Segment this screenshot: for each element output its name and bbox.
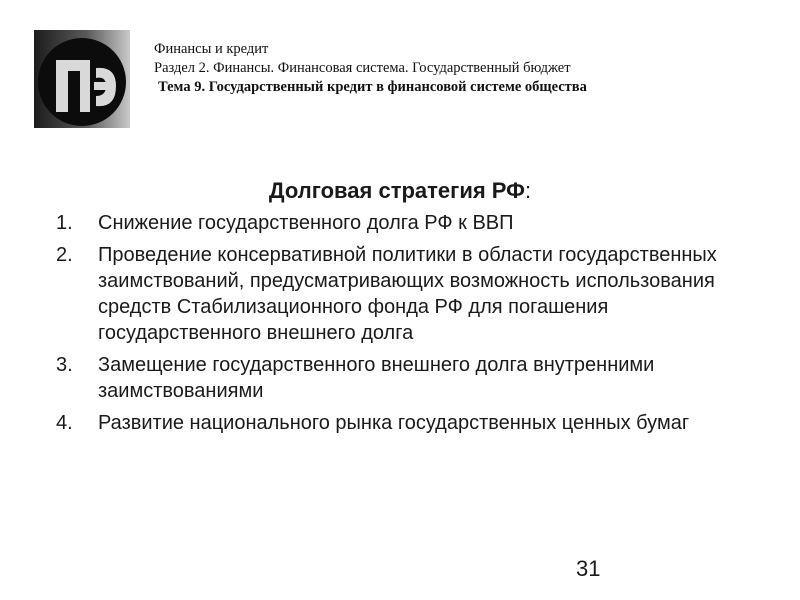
strategy-list [56,210,756,442]
list-item-number: 3. [56,354,73,376]
topic-title: Тема 9. Государственный кредит в финансовой системе общества [158,79,587,95]
content-title-suffix: : [524,178,532,203]
list-item-text: Развитие национального рынка государственных ценных бумаг [98,412,690,434]
page-number: 31 [576,556,601,581]
list-item [56,210,756,236]
list-item [56,410,756,436]
list-item-text: Замещение государственного внешнего долга внутренними заимствованиями [98,354,655,402]
slide-header [154,40,774,97]
list-item-text: Проведение консервативной политики в области государственных заимствований, предусматривающих возможность использования средств Стабилизационного фонда РФ для погашения государственного внешнего долга [98,244,717,344]
course-title: Финансы и кредит [154,41,269,57]
content-title [0,178,800,204]
logo-emblem-icon [34,30,130,128]
content-title-bold: Долговая стратегия РФ [268,178,525,203]
list-item-number: 2. [56,244,73,266]
list-item [56,242,756,346]
list-item-number: 1. [56,212,73,234]
logo [34,30,130,128]
list-item-number: 4. [56,412,73,434]
list-item [56,352,756,404]
section-title: Раздел 2. Финансы. Финансовая система. Государственный бюджет [154,60,571,76]
list-item-text: Снижение государственного долга РФ к ВВП [98,212,514,234]
